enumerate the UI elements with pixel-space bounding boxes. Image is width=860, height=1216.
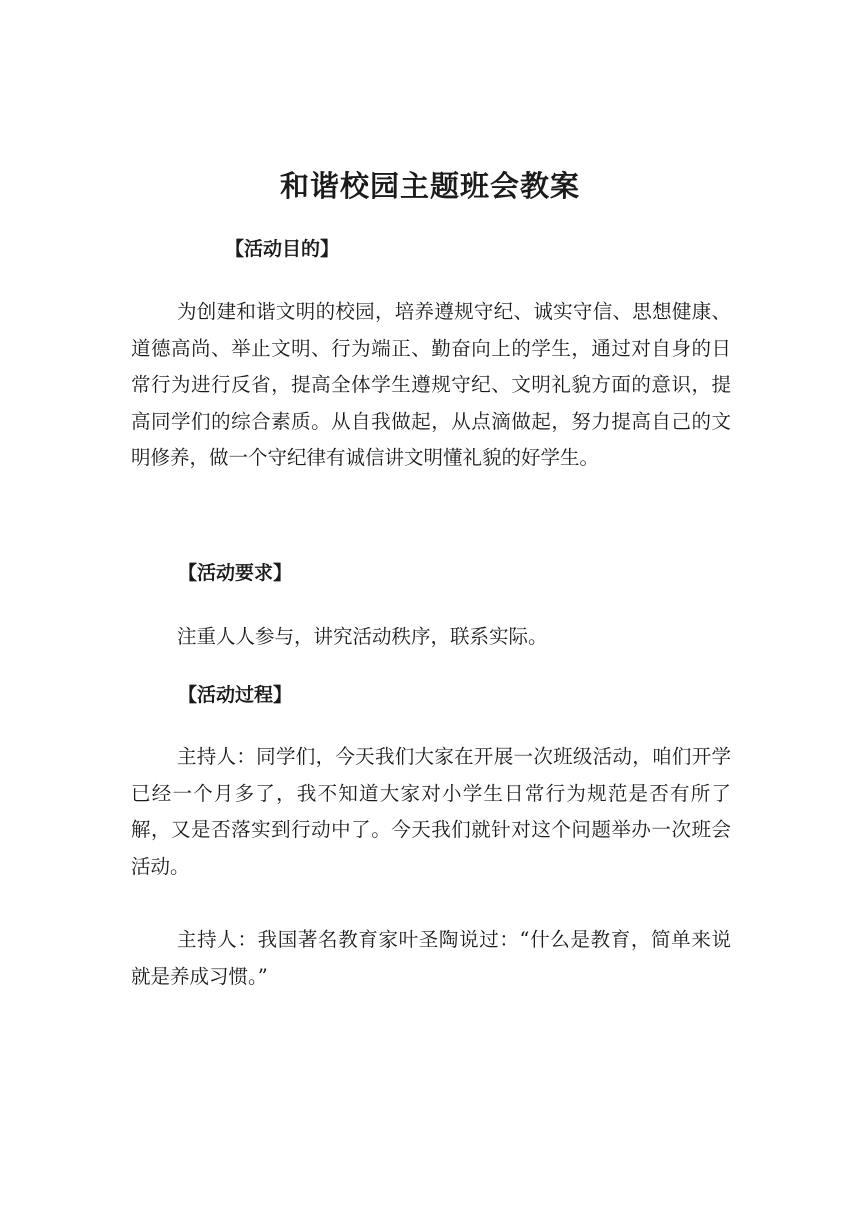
paragraph-purpose: 为创建和谐文明的校园，培养遵规守纪、诚实守信、思想健康、道德高尚、举止文明、行为端正、勤奋向上的学生，通过对自身的日常行为进行反省，提高全体学生遵规守纪、文明礼貌方面的意识，提高同学们的综合素质。从自我做起，从点滴做起，努力提高自己的文明修养，做一个守纪律有诚信讲文明懂礼貌的好学生。 bbox=[131, 300, 731, 469]
paragraph-requirements: 注重人人参与，讲究活动秩序，联系实际。 bbox=[177, 625, 548, 648]
section-heading-process: 【活动过程】 bbox=[178, 684, 293, 706]
section-heading-requirements: 【活动要求】 bbox=[178, 562, 293, 584]
document-title: 和谐校园主题班会教案 bbox=[279, 169, 580, 203]
paragraph-process-2: 主持人：我国著名教育家叶圣陶说过：“什么是教育，简单来说就是养成习惯。” bbox=[131, 928, 731, 988]
paragraph-process-1: 主持人：同学们，今天我们大家在开展一次班级活动，咱们开学已经一个月多了，我不知道大家对小学生日常行为规范是否有所了解，又是否落实到行动中了。今天我们就针对这个问题举办一次班会活动。 bbox=[131, 745, 731, 878]
section-heading-purpose: 【活动目的】 bbox=[225, 238, 340, 260]
